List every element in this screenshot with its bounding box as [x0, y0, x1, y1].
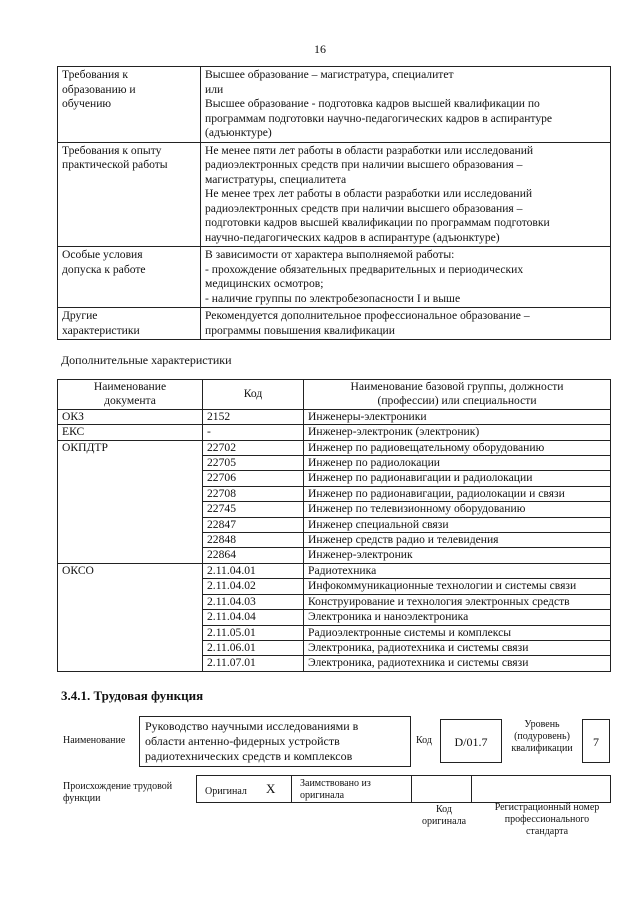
original-mark: X [266, 781, 276, 796]
requirements-label-cell: Требования к опыту практической работы [58, 142, 201, 247]
code-cell: 2152 [203, 409, 304, 424]
requirements-label-cell: Особые условия допуска к работе [58, 247, 201, 308]
requirements-value-cell: Не менее пяти лет работы в области разработки или исследований радиоэлектронных средств при наличии высшего образования – магистратуры, специалитета Не менее трех лет работы в области разработки или исследований радиоэлектронных средств при наличии высшего образования – подготовки кадров высшей квалификации по программам подготовки научно-педагогических кадров в аспирантуре (адъюнктуре) [201, 142, 611, 247]
name-cell: Конструирование и технология электронных средств [304, 594, 611, 609]
name-cell: Инженер-электроник [304, 548, 611, 563]
code-cell: 2.11.04.03 [203, 594, 304, 609]
function-code-box: D/01.7 [440, 719, 502, 763]
original-label: Оригинал [205, 786, 247, 797]
name-cell: Инженеры-электроники [304, 409, 611, 424]
name-cell: Инфокоммуникационные технологии и системы связи [304, 579, 611, 594]
table-row [58, 247, 611, 308]
requirements-value-cell: Высшее образование – магистратура, специалитет или Высшее образование - подготовка кадров высшей квалификации по программам подготовки научно-педагогических кадров в аспирантуре (адъюнктуре) [201, 67, 611, 143]
header-name: Наименование базовой группы, должности (профессии) или специальности [304, 380, 611, 410]
name-cell: Инженер по радионавигации, радиолокации и связи [304, 486, 611, 501]
level-label: Уровень (подуровень) квалификации [511, 719, 573, 754]
additional-characteristics-title: Дополнительные характеристики [61, 353, 232, 367]
document-cell: ОКСО [58, 563, 203, 671]
code-cell: 2.11.04.04 [203, 610, 304, 625]
name-cell: Электроника, радиотехника и системы связи [304, 640, 611, 655]
qualification-level-box: 7 [582, 719, 610, 763]
name-cell: Радиоэлектронные системы и комплексы [304, 625, 611, 640]
code-cell: 2.11.04.01 [203, 563, 304, 578]
registration-number-label: Регистрационный номер профессионального стандарта [494, 802, 600, 837]
header-code: Код [203, 380, 304, 410]
document-cell: ОКЗ [58, 409, 203, 424]
table-header-row [58, 380, 611, 410]
table-row [58, 67, 611, 143]
name-cell: Электроника и наноэлектроника [304, 610, 611, 625]
document-cell: ОКПДТР [58, 440, 203, 563]
document-cell: ЕКС [58, 425, 203, 440]
code-cell: - [203, 425, 304, 440]
header-document: Наименование документа [58, 380, 203, 410]
table-row [58, 563, 611, 578]
table-row [58, 425, 611, 440]
requirements-table [57, 66, 611, 340]
name-label: Наименование [63, 735, 126, 746]
code-cell: 22847 [203, 517, 304, 532]
name-cell: Радиотехника [304, 563, 611, 578]
code-cell: 22705 [203, 456, 304, 471]
name-cell: Инженер по радиолокации [304, 456, 611, 471]
code-cell: 22702 [203, 440, 304, 455]
name-cell: Электроника, радиотехника и системы связи [304, 656, 611, 671]
origin-label: Происхождение трудовой функции [63, 781, 173, 804]
code-original-label: Код оригинала [421, 804, 467, 827]
origin-cell-code [412, 775, 472, 803]
code-cell: 22745 [203, 502, 304, 517]
page-number: 16 [314, 42, 326, 56]
requirements-label-cell: Требования к образованию и обучению [58, 67, 201, 143]
code-cell: 22706 [203, 471, 304, 486]
table-row [58, 409, 611, 424]
table-row [58, 308, 611, 340]
function-title-box: Руководство научными исследованиями в области антенно-фидерных устройств радиотехнических средств и комплексов [139, 716, 411, 767]
requirements-value-cell: Рекомендуется дополнительное профессиональное образование – программы повышения квалификации [201, 308, 611, 340]
table-row [58, 142, 611, 247]
additional-characteristics-table [57, 379, 611, 672]
name-cell: Инженер по радиовещательному оборудованию [304, 440, 611, 455]
requirements-value-cell: В зависимости от характера выполняемой работы: - прохождение обязательных предварительных и периодических медицинских осмотров; - наличие группы по электробезопасности I и выше [201, 247, 611, 308]
table-row [58, 440, 611, 455]
name-cell: Инженер специальной связи [304, 517, 611, 532]
requirements-label-cell: Другие характеристики [58, 308, 201, 340]
code-cell: 22708 [203, 486, 304, 501]
code-cell: 2.11.07.01 [203, 656, 304, 671]
name-cell: Инженер по радионавигации и радиолокации [304, 471, 611, 486]
borrowed-label: Заимствовано из оригинала [300, 778, 371, 801]
additional-rows [58, 409, 611, 671]
code-cell: 22848 [203, 533, 304, 548]
name-cell: Инженер средств радио и телевидения [304, 533, 611, 548]
code-cell: 2.11.05.01 [203, 625, 304, 640]
code-label: Код [416, 735, 432, 746]
name-cell: Инженер-электроник (электроник) [304, 425, 611, 440]
code-cell: 2.11.06.01 [203, 640, 304, 655]
name-cell: Инженер по телевизионному оборудованию [304, 502, 611, 517]
function-heading: 3.4.1. Трудовая функция [61, 688, 204, 703]
code-cell: 22864 [203, 548, 304, 563]
code-cell: 2.11.04.02 [203, 579, 304, 594]
